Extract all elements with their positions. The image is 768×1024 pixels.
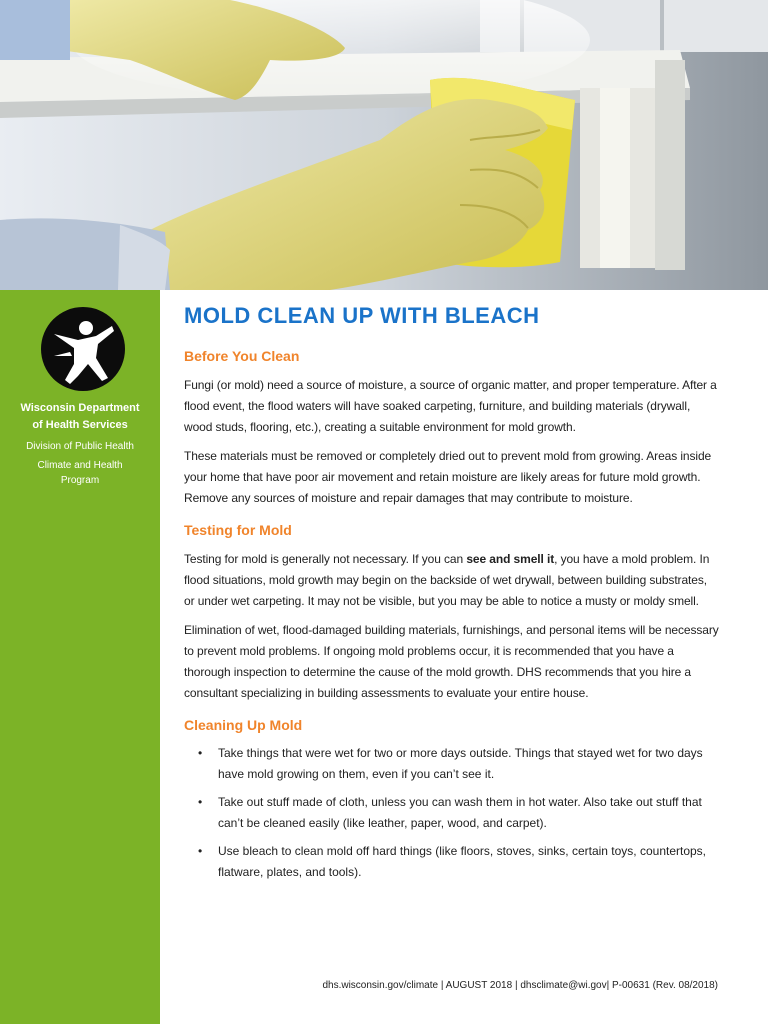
organization-name (0, 400, 160, 434)
human-figure-logo-icon (40, 306, 126, 392)
section-heading-before-you-clean: Before You Clean (184, 348, 300, 364)
org-name-line1: Wisconsin Department (20, 402, 140, 414)
section-heading-cleaning-up-mold: Cleaning Up Mold (184, 717, 303, 733)
paragraph: Elimination of wet, flood-damaged building materials, furnishings, and personal items will be necessary to prevent mold problems. If ongoing mold problems occur, it is recommended that you have a thorough inspection to determine the cause of the mold growth. DHS recommends that you hire a consultant specializing in building assessments to evaluate your entire house. (184, 623, 719, 700)
program-line2: Program (60, 475, 100, 486)
list-item-text: Use bleach to clean mold off hard things (like floors, stoves, sinks, certain toys, countertops, flatware, plates, and tools). (218, 844, 707, 879)
footer: dhs.wisconsin.gov/climate | AUGUST 2018 | dhsclimate@wi.gov| P-00631 (Rev. 08/2018) (322, 980, 718, 991)
bullet-list (184, 743, 720, 883)
paragraph-text: Testing for mold is generally not necessary. If you can (184, 552, 467, 566)
hero-photo (0, 0, 768, 290)
sidebar (0, 290, 160, 1024)
list-item (184, 792, 720, 834)
division-label: Division of Public Health (26, 441, 134, 452)
paragraph-text: , you have a mold problem. In flood situations, mold growth may begin on the backside of wet drywall, between building substrates, or under wet carpeting. It may not be visible, but you may be able to notice a musty or moldy smell. (184, 552, 710, 608)
list-item-text: Take out stuff made of cloth, unless you can wash them in hot water. Also take out stuff that can’t be cleaned easily (like leather, paper, wood, and carpet). (218, 795, 702, 830)
paragraph: These materials must be removed or completely dried out to prevent mold from growing. Areas inside your home that have poor air movement and retain moisture are likely areas for future mold growth. Remove any sources of moisture and repair damages that may contribute to moisture. (184, 449, 712, 505)
bullet-icon: • (198, 844, 203, 858)
section-heading-testing-for-mold: Testing for Mold (184, 522, 292, 538)
emphasis-text: see and smell it (466, 552, 555, 566)
gloved-hand-cleaning-icon (0, 0, 768, 290)
org-name-line2: of Health Services (32, 419, 128, 431)
program-line1: Climate and Health (37, 460, 123, 471)
paragraph: Fungi (or mold) need a source of moisture, a source of organic matter, and proper temperature. After a flood event, the flood waters will have soaked carpeting, furniture, and building materials (drywall, wood studs, flooring, etc.), creating a suitable environment for mold growth. (184, 378, 717, 434)
bullet-icon: • (198, 795, 203, 809)
page-title: MOLD CLEAN UP WITH BLEACH (184, 303, 540, 328)
list-item (184, 841, 720, 883)
list-item (184, 743, 720, 785)
paragraph (184, 549, 720, 612)
list-item-text: Take things that were wet for two or more days outside. Things that stayed wet for two days have mold growing on them, even if you can’t see it. (218, 746, 703, 781)
bullet-icon: • (198, 746, 203, 760)
organization-subtitle (0, 439, 160, 488)
main-content (184, 300, 720, 883)
